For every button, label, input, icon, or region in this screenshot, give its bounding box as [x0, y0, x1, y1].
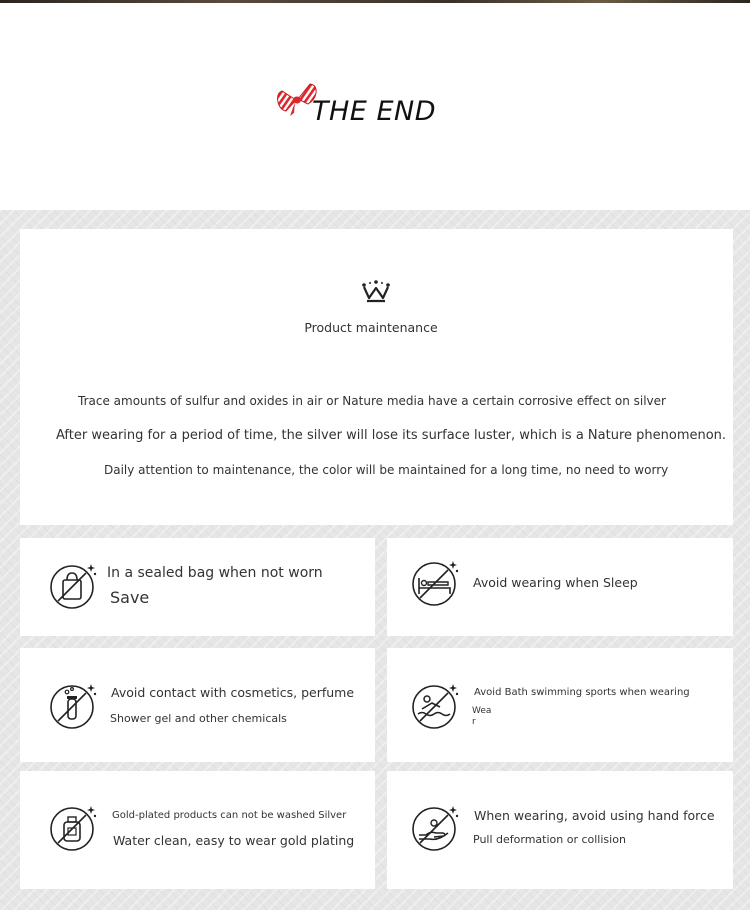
tip-1-line-1: In a sealed bag when not worn [107, 565, 323, 581]
washing-bottle-icon [48, 803, 98, 853]
tip-3-line-1: Avoid contact with cosmetics, perfume [111, 685, 355, 700]
tip-4-line-3: r [472, 717, 476, 727]
sealed-bag-icon [48, 561, 98, 611]
tip-4-line-1: Avoid Bath swimming sports when wearing [474, 687, 690, 698]
bed-icon [410, 558, 460, 608]
cosmetics-bottle-icon [48, 681, 98, 731]
tip-3-line-2: Shower gel and other chemicals [110, 712, 287, 725]
maintenance-line-1: Trace amounts of sulfur and oxides in air or Nature media have a certain corrosive effect on silver [78, 394, 666, 408]
maintenance-line-3: Daily attention to maintenance, the color will be maintained for a long time, no need to worry [104, 463, 669, 477]
tip-4-line-2: Wea [472, 706, 492, 716]
hand-force-icon [410, 803, 460, 853]
tip-5-line-1: Gold-plated products can not be washed Silver [112, 810, 347, 821]
swimming-icon [410, 681, 460, 731]
crown-icon [360, 278, 392, 304]
tip-6-line-1: When wearing, avoid using hand force [474, 808, 715, 823]
maintenance-title: Product maintenance [304, 320, 438, 335]
maintenance-card [20, 229, 733, 525]
tip-1-line-2: Save [110, 588, 150, 607]
maintenance-line-2: After wearing for a period of time, the silver will lose its surface luster, which is a Nature phenomenon. [56, 428, 727, 443]
tip-2-line-1: Avoid wearing when Sleep [473, 575, 638, 590]
end-title: THE END [312, 96, 436, 127]
tip-6-line-2: Pull deformation or collision [473, 833, 626, 846]
tip-5-line-2: Water clean, easy to wear gold plating [113, 833, 355, 848]
